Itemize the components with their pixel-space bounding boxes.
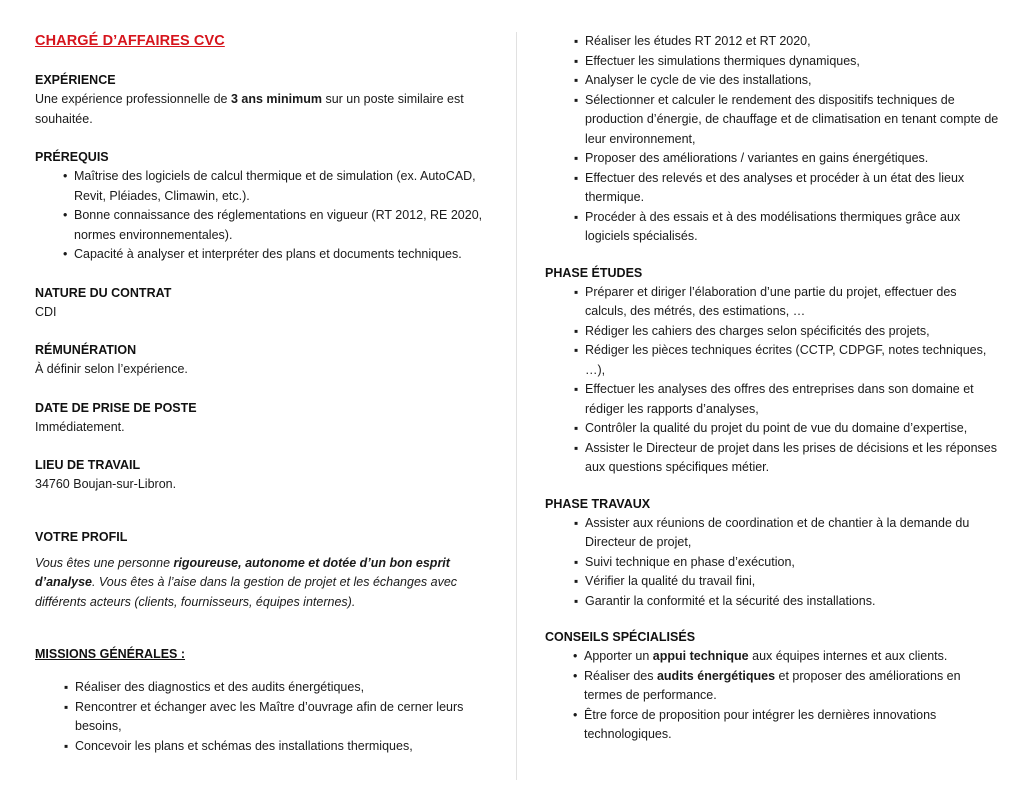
phase-etudes-section [545,264,1000,478]
phase-etudes-list [545,283,1000,478]
profil-heading: VOTRE PROFIL [35,529,128,544]
conseils-item2-end: et proposer des améliorations en termes de performance. [584,668,961,702]
conseils-list [545,647,1000,745]
lieu-value: 34760 Boujan-sur-Libron. [35,477,177,491]
list-item: ▪ Réaliser des diagnostics et des audits énergétiques, [35,678,495,698]
prerequis-list [35,167,495,265]
list-item: ▪ Proposer des améliorations / variantes en gains énergétiques. [545,149,1000,169]
lieu-heading: LIEU DE TRAVAIL [35,458,141,472]
phase-travaux-section [545,495,1000,612]
conseils-item2-start: Réaliser des [584,668,657,683]
column-divider [516,32,517,780]
prerequis-section [35,148,495,265]
list-item: ▪ Assister le Directeur de projet dans les prises de décisions et les réponses aux questions spécifiques métier. [545,439,1000,478]
missions-list-continued [545,32,1000,247]
conseils-heading: CONSEILS SPÉCIALISÉS [545,630,696,644]
conseils-item2-bold: audits énergétiques [656,668,776,683]
list-item: • Maîtrise des logiciels de calcul thermique et de simulation (ex. AutoCAD, Revit, Pléiades, Climawin, etc.). [35,167,495,206]
right-column [545,0,1000,764]
list-item: • Être force de proposition pour intégrer les dernières innovations technologiques. [545,706,1000,745]
experience-text-end: sur un poste similaire est souhaitée. [35,92,464,126]
experience-text [35,90,495,129]
missions-section [35,645,495,756]
lieu-section [35,456,495,495]
list-item: ▪ Rencontrer et échanger avec les Maître d’ouvrage afin de cerner leurs besoins, [35,698,495,737]
contrat-heading: NATURE DU CONTRAT [35,285,172,300]
contrat-value: CDI [35,304,57,319]
list-item: ▪ Rédiger les pièces techniques écrites (CCTP, CDPGF, notes techniques, …), [545,341,1000,380]
prerequis-heading: PRÉREQUIS [35,150,109,164]
list-item: ▪ Sélectionner et calculer le rendement des dispositifs techniques de production d’énergie, de chauffage et de climatisation en tenant compte de leur environnement, [545,91,1000,150]
list-item: ▪ Garantir la conformité et la sécurité des installations. [545,592,1000,612]
list-item: ▪ Assister aux réunions de coordination et de chantier à la demande du Directeur de projet, [545,514,1000,553]
list-item: ▪ Rédiger les cahiers des charges selon spécificités des projets, [545,322,1000,342]
profil-section [35,528,495,613]
remuneration-heading: RÉMUNÉRATION [35,343,137,357]
phase-travaux-heading: PHASE TRAVAUX [545,496,651,511]
profil-qualities: rigoureuse, autonome et dotée d’un bon esprit d’analyse [35,555,450,589]
list-item: ▪ Contrôler la qualité du projet du point de vue du domaine d’expertise, [545,419,1000,439]
missions-list [35,678,495,756]
phase-etudes-heading: PHASE ÉTUDES [545,265,643,280]
profil-text [35,554,495,613]
prise-de-poste-value: Immédiatement. [35,419,125,434]
list-item [545,667,1000,706]
list-item: ▪ Procéder à des essais et à des modélisations thermiques grâce aux logiciels spécialisés. [545,208,1000,247]
list-item: ▪ Vérifier la qualité du travail fini, [545,572,1000,592]
missions-continued-section [545,32,1000,247]
profil-text-end: . Vous êtes à l’aise dans la gestion de projet et les échanges avec différents acteurs (clients, fournisseurs, équipes internes). [35,575,458,609]
experience-text-start: Une expérience professionnelle de [35,92,231,106]
conseils-item1-start: Apporter un [584,649,653,663]
list-item: ▪ Préparer et diriger l’élaboration d’une partie du projet, effectuer des calculs, des métrés, des estimations, … [545,283,1000,322]
prise-de-poste-section [35,399,495,438]
prise-de-poste-heading: DATE DE PRISE DE POSTE [35,400,197,415]
list-item: ▪ Analyser le cycle de vie des installations, [545,71,1000,91]
list-item: ▪ Effectuer des relevés et des analyses et procéder à un état des lieux thermique. [545,169,1000,208]
left-column [35,0,495,775]
list-item [545,647,1000,667]
conseils-item1-bold: appui technique [652,649,749,663]
list-item: ▪ Effectuer les analyses des offres des entreprises dans son domaine et rédiger les rapports d’analyses, [545,380,1000,419]
conseils-section [545,628,1000,745]
profil-text-start: Vous êtes une personne [35,555,174,570]
experience-duration: 3 ans minimum [230,92,322,106]
contrat-section [35,284,495,323]
missions-heading: MISSIONS GÉNÉRALES : [35,647,186,661]
list-item: • Capacité à analyser et interpréter des plans et documents techniques. [35,245,495,265]
phase-travaux-list [545,514,1000,612]
remuneration-value: À définir selon l’expérience. [35,362,188,376]
list-item: ▪ Réaliser les études RT 2012 et RT 2020, [545,32,1000,52]
experience-heading: EXPÉRIENCE [35,73,116,87]
list-item: ▪ Effectuer les simulations thermiques dynamiques, [545,52,1000,72]
job-title: CHARGÉ D’AFFAIRES CVC [35,33,225,49]
conseils-item1-end: aux équipes internes et aux clients. [748,649,948,663]
list-item: • Bonne connaissance des réglementations en vigueur (RT 2012, RE 2020, normes environnementales). [35,206,495,245]
list-item: ▪ Suivi technique en phase d’exécution, [545,553,1000,573]
remuneration-section [35,341,495,380]
list-item: ▪ Concevoir les plans et schémas des installations thermiques, [35,737,495,757]
experience-section [35,71,495,129]
